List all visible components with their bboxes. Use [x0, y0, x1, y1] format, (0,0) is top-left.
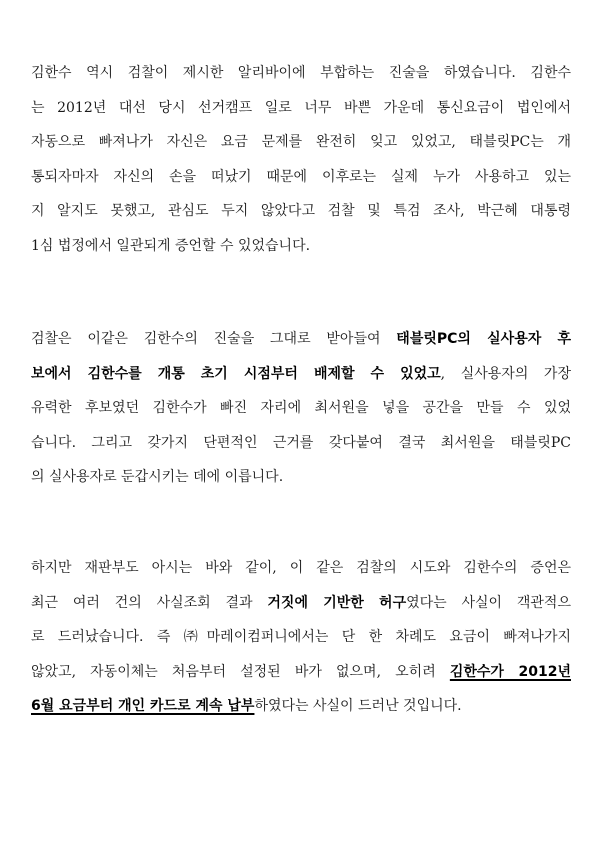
text-line	[31, 551, 571, 586]
text-line	[31, 56, 571, 91]
text-line	[31, 357, 571, 392]
text-segment: 의 실사용자로 둔갑시키는 데에 이릅니다.	[31, 469, 284, 486]
text-segment: 통되자마자 자신의 손을 떠났기 때문에 이후로는 실제 누가 사용하고 있는	[31, 168, 571, 185]
text-segment: 였다는 사실이 객관적으	[406, 594, 571, 611]
text-line	[31, 460, 571, 495]
text-line	[31, 689, 571, 724]
text-segment: 검찰은 이같은 김한수의 진술을 그대로 받아들여	[31, 331, 397, 347]
text-segment: 유력한 후보였던 김한수가 빠진 자리에 최서원을 넣을 공간을 만들 수 있었	[31, 400, 571, 417]
text-line	[31, 322, 571, 357]
text-segment: 최근 여러 건의 사실조회 결과	[31, 594, 268, 611]
text-segment: 김한수 역시 검찰이 제시한 알리바이에 부합하는 진술을 하였습니다. 김한수	[31, 65, 571, 81]
text-segment: 로 드러났습니다. 즉 ㈜마레이컴퍼니에서는 단 한 차례도 요금이 빠져나가지	[31, 629, 571, 646]
paragraph-2	[31, 322, 571, 495]
text-line	[31, 586, 571, 621]
text-line	[31, 391, 571, 426]
text-segment: 습니다. 그리고 갖가지 단편적인 근거를 갖다붙여 결국 최서원을 태블릿PC	[31, 434, 571, 451]
text-line	[31, 194, 571, 229]
paragraph-1	[31, 56, 571, 264]
text-segment: 자동으로 빠져나가 자신은 요금 문제를 완전히 잊고 있었고, 태블릿PC는 개	[31, 134, 571, 151]
text-segment: 하였다는 사실이 드러난 것입니다.	[254, 698, 462, 715]
bold-emphasis: 보에서 김한수를 개통 초기 시점부터 배제할 수 있었고	[31, 365, 441, 382]
text-line	[31, 125, 571, 160]
text-segment: 하지만 재판부도 아시는 바와 같이, 이 같은 검찰의 시도와 김한수의 증언은	[31, 560, 571, 576]
text-line	[31, 620, 571, 655]
paragraph-3	[31, 551, 571, 724]
text-line	[31, 655, 571, 690]
bold-emphasis: 태블릿PC의 실사용자 후	[396, 331, 571, 347]
text-line	[31, 160, 571, 195]
text-segment: , 실사용자의 가장	[440, 365, 571, 382]
text-segment: 는 2012년 대선 당시 선거캠프 일로 너무 바쁜 가운데 통신요금이 법인에서	[31, 99, 571, 116]
bold-underline-emphasis: 김한수가 2012년	[449, 663, 571, 680]
bold-emphasis: 거짓에 기반한 허구	[267, 594, 407, 611]
text-segment: 지 알지도 못했고, 관심도 두지 않았다고 검찰 및 특검 조사, 박근혜 대통령	[31, 203, 571, 220]
text-line	[31, 426, 571, 461]
bold-underline-emphasis: 6월 요금부터 개인 카드로 계속 납부	[31, 698, 255, 715]
text-segment: 1심 법정에서 일관되게 증언할 수 있었습니다.	[31, 237, 311, 254]
text-segment: 않았고, 자동이체는 처음부터 설정된 바가 없으며, 오히려	[31, 663, 450, 680]
text-line	[31, 229, 571, 264]
text-line	[31, 91, 571, 126]
